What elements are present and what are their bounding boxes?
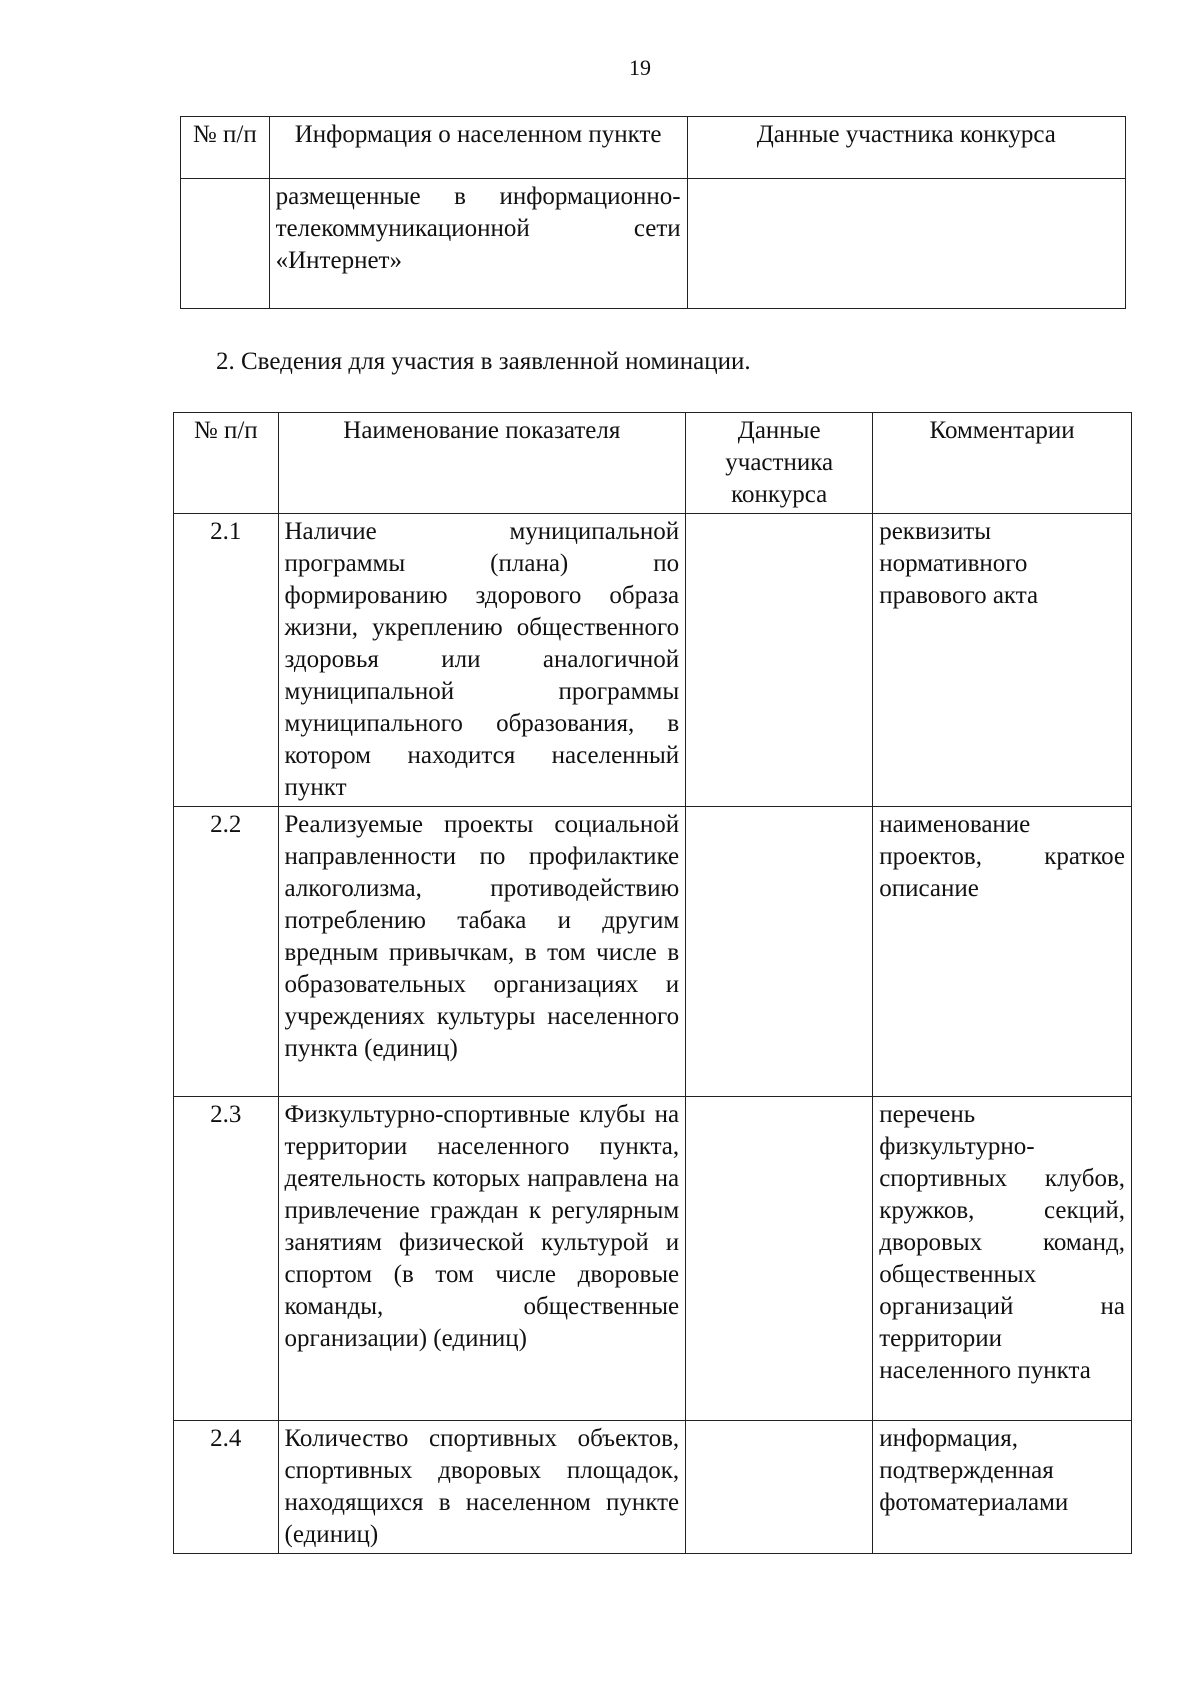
row-indicator-name: Количество спортивных объектов, спортивных дворовых площадок, находящихся в населенном пункте (единиц) — [278, 1421, 686, 1554]
settlement-info-table — [180, 116, 1126, 309]
row-participant-data — [686, 1421, 873, 1554]
row-comment: перечень физкультурно-спортивных клубов, кружков, секций, дворовых команд, общественных организаций на территории населенного пункта — [873, 1097, 1132, 1421]
row-data — [687, 179, 1125, 309]
table-row — [174, 807, 1132, 1097]
section-2-heading: 2. Сведения для участия в заявленной номинации. — [216, 348, 751, 375]
page-number: 19 — [629, 55, 651, 80]
table-header-row — [174, 413, 1132, 514]
table-header-row — [181, 117, 1126, 179]
row-indicator-name: Наличие муниципальной программы (плана) по формированию здорового образа жизни, укреплению общественного здоровья или аналогичной муниципальной программы муниципального образования, в котором находится населенный пункт — [278, 514, 686, 807]
nomination-table — [173, 412, 1132, 1554]
row-participant-data — [686, 1097, 873, 1421]
header-participant-data: Данные участника конкурса — [686, 413, 873, 514]
header-number: № п/п — [181, 117, 270, 179]
header-indicator-name: Наименование показателя — [278, 413, 686, 514]
table-row — [174, 1097, 1132, 1421]
table-row — [174, 1421, 1132, 1554]
row-indicator-name: Реализуемые проекты социальной направленности по профилактике алкоголизма, противодействию потреблению табака и другим вредным привычкам, в том числе в образовательных организациях и учреждениях культуры населенного пункта (единиц) — [278, 807, 686, 1097]
row-number: 2.4 — [174, 1421, 279, 1554]
row-participant-data — [686, 807, 873, 1097]
row-comment: реквизиты нормативного правового акта — [873, 514, 1132, 807]
row-info: размещенные в информационно-телекоммуникационной сети «Интернет» — [269, 179, 687, 309]
row-comment: наименование проектов, краткое описание — [873, 807, 1132, 1097]
header-comments: Комментарии — [873, 413, 1132, 514]
row-number: 2.2 — [174, 807, 279, 1097]
row-indicator-name: Физкультурно-спортивные клубы на территории населенного пункта, деятельность которых направлена на привлечение граждан к регулярным занятиям физической культурой и спортом (в том числе дворовые команды, общественные организации) (единиц) — [278, 1097, 686, 1421]
header-participant-data: Данные участника конкурса — [687, 117, 1125, 179]
header-number: № п/п — [174, 413, 279, 514]
row-comment: информация, подтвержденная фотоматериалами — [873, 1421, 1132, 1554]
row-number: 2.1 — [174, 514, 279, 807]
header-settlement-info: Информация о населенном пункте — [269, 117, 687, 179]
table-row — [181, 179, 1126, 309]
table-row — [174, 514, 1132, 807]
row-number — [181, 179, 270, 309]
row-number: 2.3 — [174, 1097, 279, 1421]
row-participant-data — [686, 514, 873, 807]
